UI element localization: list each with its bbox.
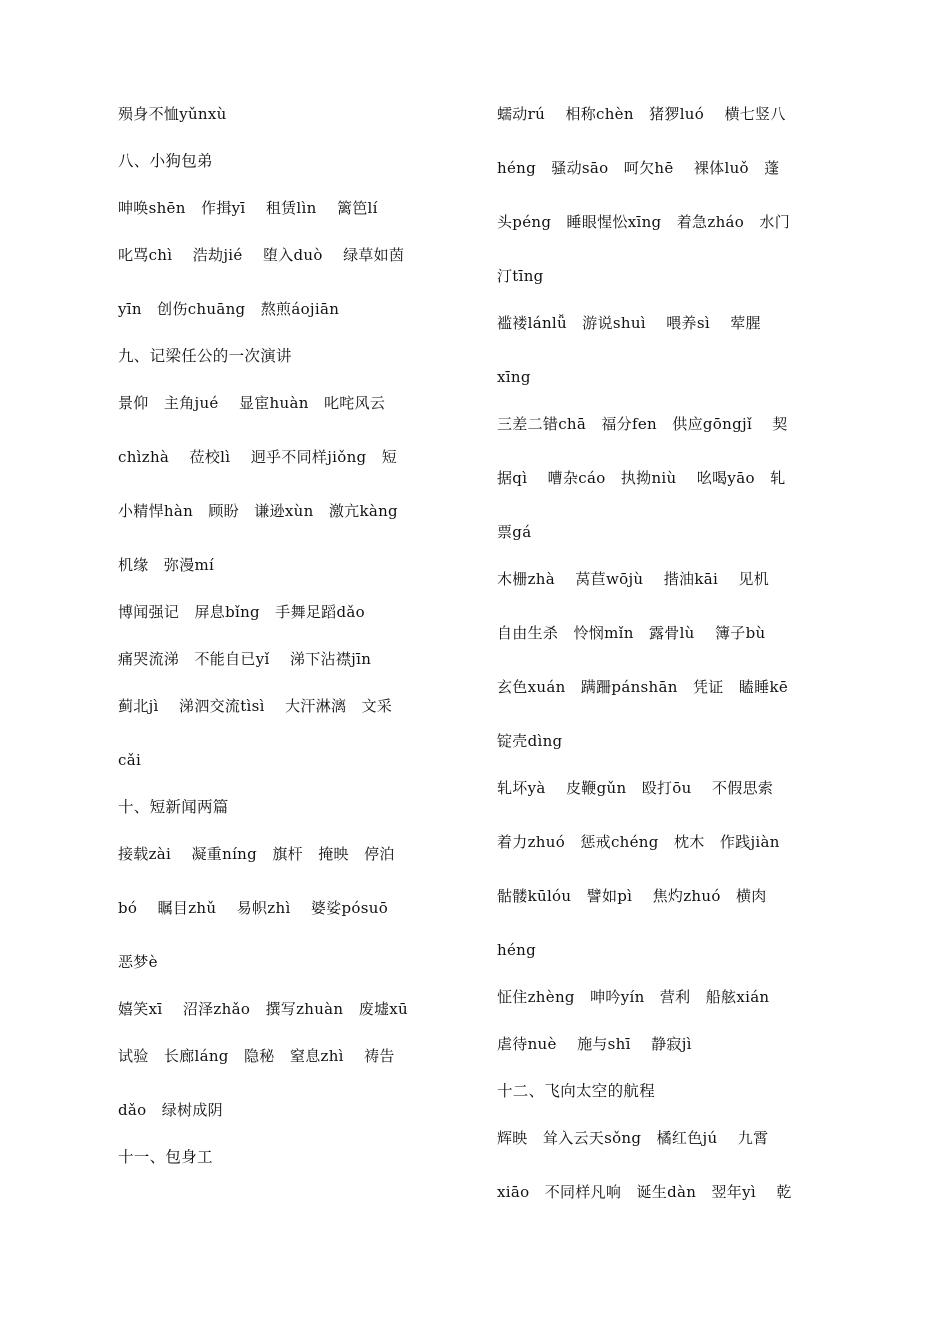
text-line: 锭壳dìng [497,732,563,750]
text-line: 木栅zhà 莴苣wōjù 揩油kāi 见机 [497,570,770,588]
text-line: héng [497,941,537,959]
text-line: 景仰 主角jué 显宦huàn 叱咤风云 [118,394,386,412]
text-line: xīng [497,368,531,386]
text-line: 自由生杀 怜悯mǐn 露骨lù 簿子bù [497,624,766,642]
text-line: 辉映 耸入云天sǒng 橘红色jú 九霄 [497,1129,769,1147]
text-line: 褴褛lánlǚ 游说shuì 喂养sì 荤腥 [497,314,761,332]
text-line: 蠕动rú 相称chèn 猪猡luó 横七竖八 [497,105,786,123]
text-line: 轧坏yà 皮鞭gǔn 殴打ōu 不假思索 [497,779,774,797]
text-line: 汀tīng [497,267,544,285]
text-line: 玄色xuán 蹒跚pánshān 凭证 瞌睡kē [497,678,789,696]
text-line: 怔住zhèng 呻吟yín 营利 船舷xián [497,988,770,1006]
text-line: 三差二错chā 福分fen 供应gōngjǐ 契 [497,415,788,433]
text-line: 机缘 弥漫mí [118,556,215,574]
text-line: 嬉笑xī 沼泽zhǎo 撰写zhuàn 废墟xū [118,1000,409,1018]
section-heading: 九、记梁任公的一次演讲 [118,347,292,365]
text-line: 殒身不恤yǔnxù [118,105,227,123]
text-line: 恶梦è [118,953,158,971]
text-line: xiāo 不同样凡响 诞生dàn 翌年yì 乾 [497,1183,792,1201]
text-line: 虐待nuè 施与shī 静寂jì [497,1035,692,1053]
section-heading: 十、短新闻两篇 [118,798,229,816]
text-line: 博闻强记 屏息bǐng 手舞足蹈dǎo [118,603,365,621]
text-line: 据qì 嘈杂cáo 执拗niù 吆喝yāo 轧 [497,469,786,487]
text-line: dǎo 绿树成阴 [118,1101,223,1119]
text-line: héng 骚动sāo 呵欠hē 裸体luǒ 蓬 [497,159,780,177]
section-heading: 八、小狗包弟 [118,152,213,170]
text-line: 小精悍hàn 顾盼 谦逊xùn 激亢kàng [118,502,398,520]
section-heading: 十一、包身工 [118,1148,213,1166]
text-line: 蓟北jì 涕泗交流tìsì 大汗淋漓 文采 [118,697,393,715]
text-line: yīn 创伤chuāng 熬煎áojiān [118,300,340,318]
text-line: 接载zài 凝重níng 旗杆 掩映 停泊 [118,845,395,863]
text-line: 头péng 睡眼惺忪xīng 着急zháo 水门 [497,213,790,231]
text-line: 票gá [497,523,532,541]
text-line: cǎi [118,751,142,769]
text-line: 试验 长廊láng 隐秘 窒息zhì 祷告 [118,1047,395,1065]
text-line: 着力zhuó 惩戒chéng 枕木 作践jiàn [497,833,780,851]
text-line: 骷髅kūlóu 譬如pì 焦灼zhuó 横肉 [497,887,767,905]
text-line: 叱骂chì 浩劫jié 堕入duò 绿草如茵 [118,246,405,264]
text-line: 呻唤shēn 作揖yī 租赁lìn 篱笆lí [118,199,378,217]
text-line: chìzhà 莅校lì 迥乎不同样jiǒng 短 [118,448,398,466]
text-line: bó 瞩目zhǔ 易帜zhì 婆娑pósuō [118,899,389,917]
section-heading: 十二、飞向太空的航程 [497,1082,656,1100]
text-line: 痛哭流涕 不能自已yǐ 涕下沾襟jīn [118,650,372,668]
